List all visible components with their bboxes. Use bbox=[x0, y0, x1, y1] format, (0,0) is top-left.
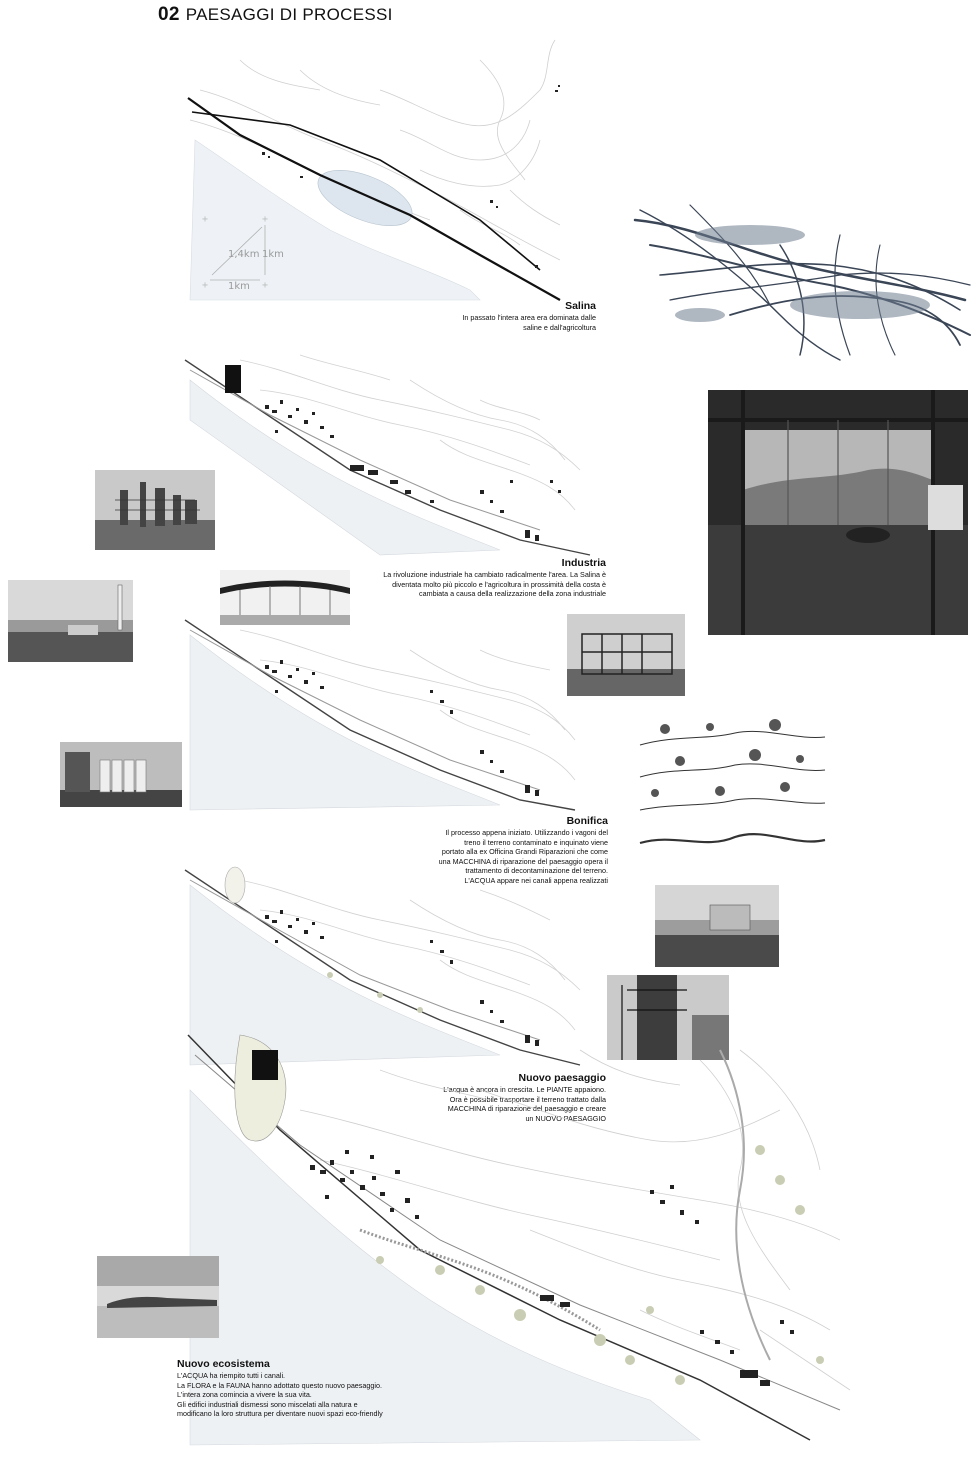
caption-line: L'ACQUA appare nei canali appena realizzati bbox=[464, 875, 608, 885]
caption-line: Gli edifici industriali dismessi sono miscelati alla natura e bbox=[177, 1399, 358, 1409]
registration-mark: + bbox=[262, 214, 269, 225]
photo-coast-tower bbox=[8, 580, 133, 662]
caption-line: saline e dall'agricoltura bbox=[523, 322, 596, 332]
caption-heading: Salina bbox=[565, 300, 596, 312]
map-industria bbox=[180, 340, 600, 560]
map-bonifica bbox=[180, 610, 580, 815]
registration-mark: + bbox=[262, 280, 269, 291]
caption-line: Ora è possibile trasportare il terreno trattato dalla bbox=[449, 1094, 606, 1104]
caption-line: treno il terreno contaminato e inquinato viene bbox=[464, 837, 608, 847]
caption-heading: Nuovo paesaggio bbox=[518, 1072, 606, 1084]
caption-line: L'intera zona comincia a vivere la sua vita. bbox=[177, 1390, 312, 1400]
ink-sketch-image bbox=[630, 205, 975, 370]
photo-sea-pier bbox=[97, 1256, 219, 1338]
caption-line: L'acqua è ancora in crescita. Le PIANTE appaiono. bbox=[443, 1085, 606, 1094]
registration-mark: + bbox=[202, 280, 209, 291]
title-text: PAESAGGI DI PROCESSI bbox=[185, 5, 393, 24]
caption-heading: Industria bbox=[561, 557, 606, 569]
photo-abandoned-site bbox=[655, 885, 779, 967]
caption-line: portato alla ex Officina Grandi Riparazioni che come bbox=[441, 847, 608, 857]
page-title bbox=[158, 4, 393, 26]
caption-industria bbox=[330, 557, 606, 599]
title-number: 02 bbox=[158, 4, 180, 25]
photo-canopy-structure bbox=[220, 570, 350, 625]
scale-vertical-label: 1km bbox=[262, 249, 284, 260]
registration-mark: + bbox=[202, 214, 209, 225]
photo-silos bbox=[60, 742, 182, 807]
photo-steel-frame-building bbox=[567, 614, 685, 696]
caption-heading: Nuovo ecosistema bbox=[177, 1358, 270, 1370]
caption-line: cambiata a causa della realizzazione della zona industriale bbox=[419, 589, 606, 599]
caption-line: trattamento di decontaminazione del terreno. bbox=[465, 866, 608, 876]
caption-line: diventata molto più piccolo e l'agricoltura in prossimità della costa è bbox=[392, 579, 606, 589]
caption-line: Il processo appena iniziato. Utilizzando i vagoni del bbox=[445, 828, 608, 837]
photo-industrial-plant bbox=[95, 470, 215, 550]
caption-line: modificano la loro struttura per diventare nuovi spazi eco-friendly bbox=[177, 1409, 383, 1419]
caption-heading: Bonifica bbox=[566, 815, 608, 827]
caption-nuovo-ecosistema bbox=[177, 1358, 447, 1419]
caption-line: MACCHINA di riparazione del paesaggio e creare bbox=[447, 1104, 606, 1114]
caption-line: un NUOVO PAESAGGIO bbox=[525, 1113, 606, 1123]
photo-hangar-interior bbox=[708, 390, 968, 635]
caption-line: In passato l'intera area era dominata dalle bbox=[462, 313, 596, 322]
caption-line: L'ACQUA ha riempito tutti i canali. bbox=[177, 1371, 286, 1380]
caption-line: una MACCHINA di riparazione del paesaggio opera il bbox=[438, 856, 608, 866]
scale-diagonal-label: 1,4km bbox=[228, 249, 260, 260]
caption-line: La FLORA e la FAUNA hanno adottato questo nuovo paesaggio. bbox=[177, 1380, 382, 1390]
caption-line: La rivoluzione industriale ha cambiato radicalmente l'area. La Salina è bbox=[383, 570, 606, 579]
scale-horizontal-label: 1km bbox=[228, 281, 250, 292]
section-sketches-image bbox=[635, 715, 830, 860]
caption-salina bbox=[380, 300, 596, 332]
